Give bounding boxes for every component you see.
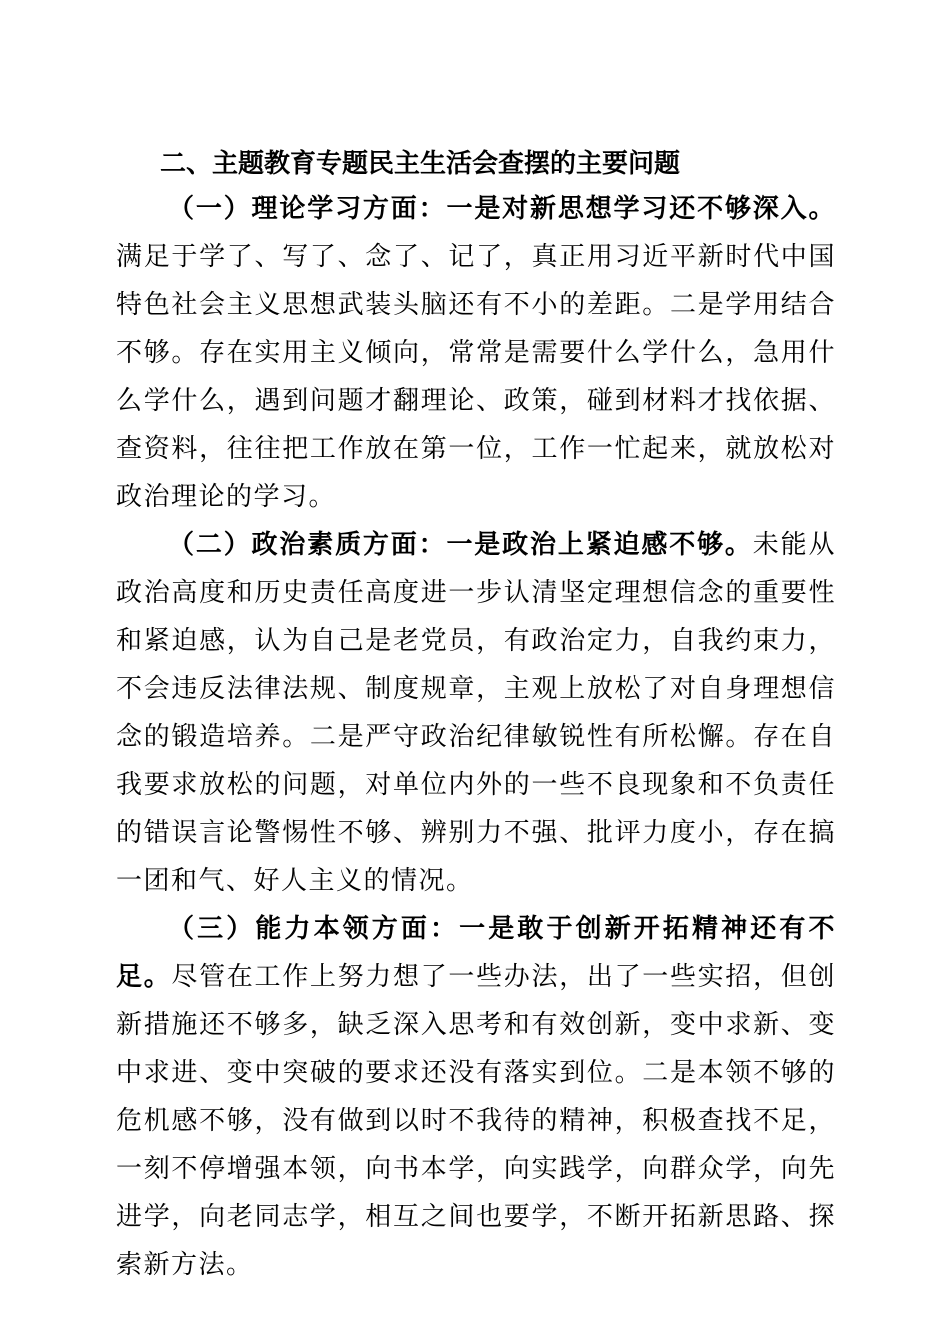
paragraph-lead: （三）能力本领方面：一是敢于创新开拓精神还有不足。: [116, 914, 836, 992]
paragraph-ability: [116, 905, 836, 1289]
paragraph-lead: （二）政治素质方面：一是政治上紧迫感不够。: [168, 530, 753, 560]
paragraph-lead: （一）理论学习方面：一是对新思想学习还不够深入。: [168, 194, 836, 224]
paragraph-text: 尽管在工作上努力想了一些办法，出了一些实招，但创新措施还不够多，缺乏深入思考和有效创新，变中求新、变中求进、变中突破的要求还没有落实到位。二是本领不够的危机感不够，没有做到以时不我待的精神，积极查找不足，一刻不停增强本领，向书本学，向实践学，向群众学，向先进学，向老同志学，相互之间也要学，不断开拓新思路、探索新方法。: [116, 962, 836, 1280]
paragraph-theory-study: [116, 185, 836, 521]
section-title: 二、主题教育专题民主生活会查摆的主要问题: [160, 149, 681, 179]
paragraph-text: 满足于学了、写了、念了、记了，真正用习近平新时代中国特色社会主义思想武装头脑还有不小的差距。二是学用结合不够。存在实用主义倾向，常常是需要什么学什么，急用什么学什么，遇到问题才翻理论、政策，碰到材料才找依据、查资料，往往把工作放在第一位，工作一忙起来，就放松对政治理论的学习。: [116, 242, 836, 512]
paragraph-political-quality: [116, 521, 836, 905]
paragraph-text: 未能从政治高度和历史责任高度进一步认清坚定理想信念的重要性和紧迫感，认为自己是老党员，有政治定力，自我约束力，不会违反法律法规、制度规章，主观上放松了对自身理想信念的锻造培养。二是严守政治纪律敏锐性有所松懈。存在自我要求放松的问题，对单位内外的一些不良现象和不负责任的错误言论警惕性不够、辨别力不强、批评力度小，存在搞一团和气、好人主义的情况。: [116, 530, 836, 896]
document-body: [116, 185, 836, 1289]
